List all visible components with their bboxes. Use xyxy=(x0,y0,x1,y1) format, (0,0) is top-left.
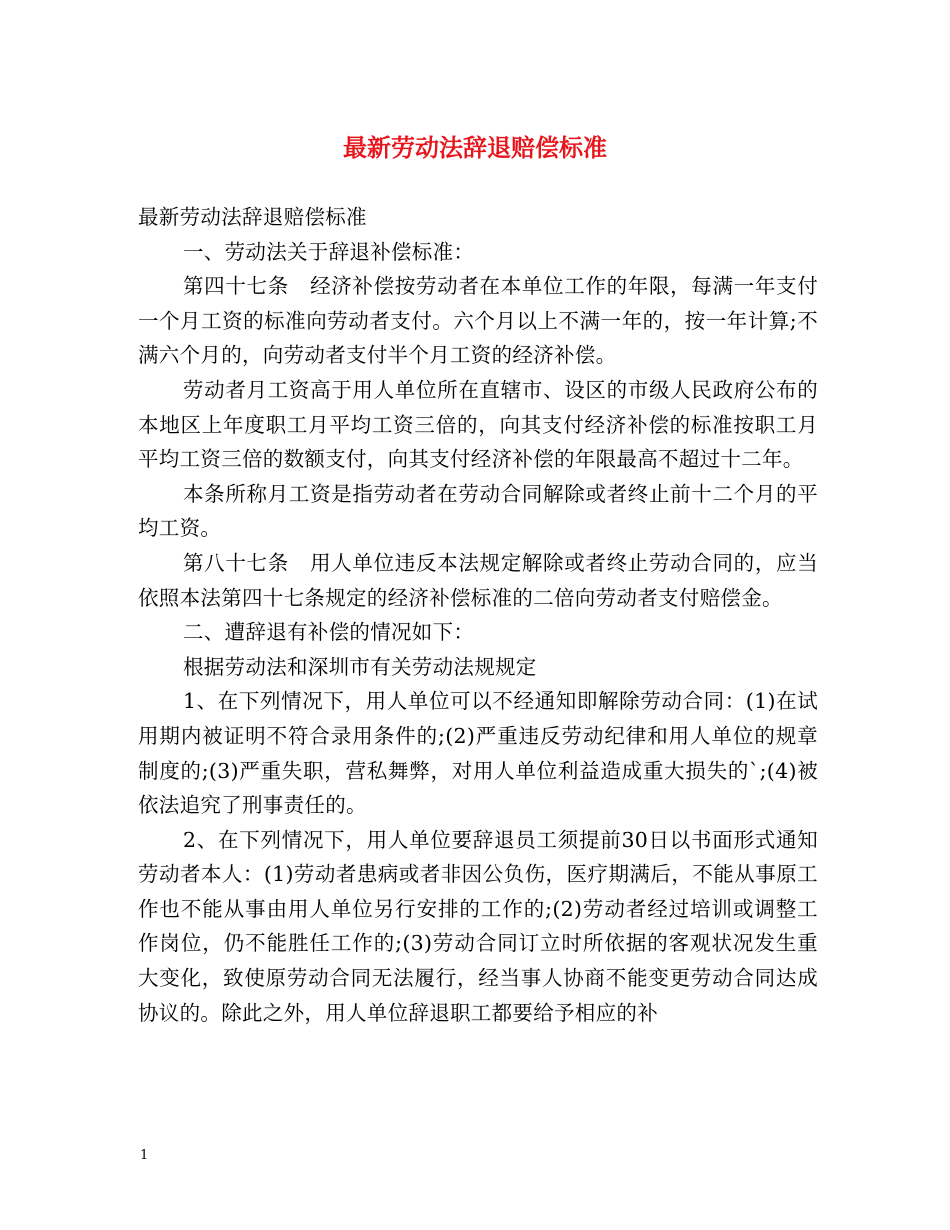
paragraph-item-1: 1、在下列情况下，用人单位可以不经通知即解除劳动合同：(1)在试用期内被证明不符合录用条件的;(2)严重违反劳动纪律和用人单位的规章制度的;(3)严重失职，营私舞弊，对用人单位利益造成重大损失的`;(4)被依法追究了刑事责任的。 xyxy=(138,689,818,818)
section-heading-two: 二、遭辞退有补偿的情况如下： xyxy=(183,620,475,645)
section-heading-one: 一、劳动法关于辞退补偿标准： xyxy=(183,239,475,264)
paragraph-high-wage: 劳动者月工资高于用人单位所在直辖市、设区的市级人民政府公布的本地区上年度职工月平均工资三倍的，向其支付经济补偿的标准按职工月平均工资三倍的数额支付，向其支付经济补偿的年限最高不超过十二年。 xyxy=(138,377,818,472)
paragraph-monthly-wage: 本条所称月工资是指劳动者在劳动合同解除或者终止前十二个月的平均工资。 xyxy=(138,481,818,541)
paragraph-item-2: 2、在下列情况下，用人单位要辞退员工须提前30日以书面形式通知劳动者本人：(1)劳动者患病或者非因公负伤，医疗期满后，不能从事原工作也不能从事由用人单位另行安排的工作的;(2)劳动者经过培训或调整工作岗位，仍不能胜任工作的;(3)劳动合同订立时所依据的客观状况发生重大变化，致使原劳动合同无法履行，经当事人协商不能变更劳动合同达成协议的。除此之外，用人单位辞退职工都要给予相应的补 xyxy=(138,827,818,1025)
paragraph-heading: 最新劳动法辞退赔偿标准 xyxy=(138,205,367,229)
paragraph-article-87: 第八十七条 用人单位违反本法规定解除或者终止劳动合同的，应当依照本法第四十七条规定的经济补偿标准的二倍向劳动者支付赔偿金。 xyxy=(138,550,818,610)
paragraph-basis: 根据劳动法和深圳市有关劳动法规规定 xyxy=(183,654,537,679)
document-title: 最新劳动法辞退赔偿标准 xyxy=(343,133,607,162)
paragraph-article-47: 第四十七条 经济补偿按劳动者在本单位工作的年限，每满一年支付一个月工资的标准向劳动者支付。六个月以上不满一年的，按一年计算;不满六个月的，向劳动者支付半个月工资的经济补偿。 xyxy=(138,274,818,368)
document-body xyxy=(138,200,818,1030)
page-number: 1 xyxy=(140,1148,149,1163)
